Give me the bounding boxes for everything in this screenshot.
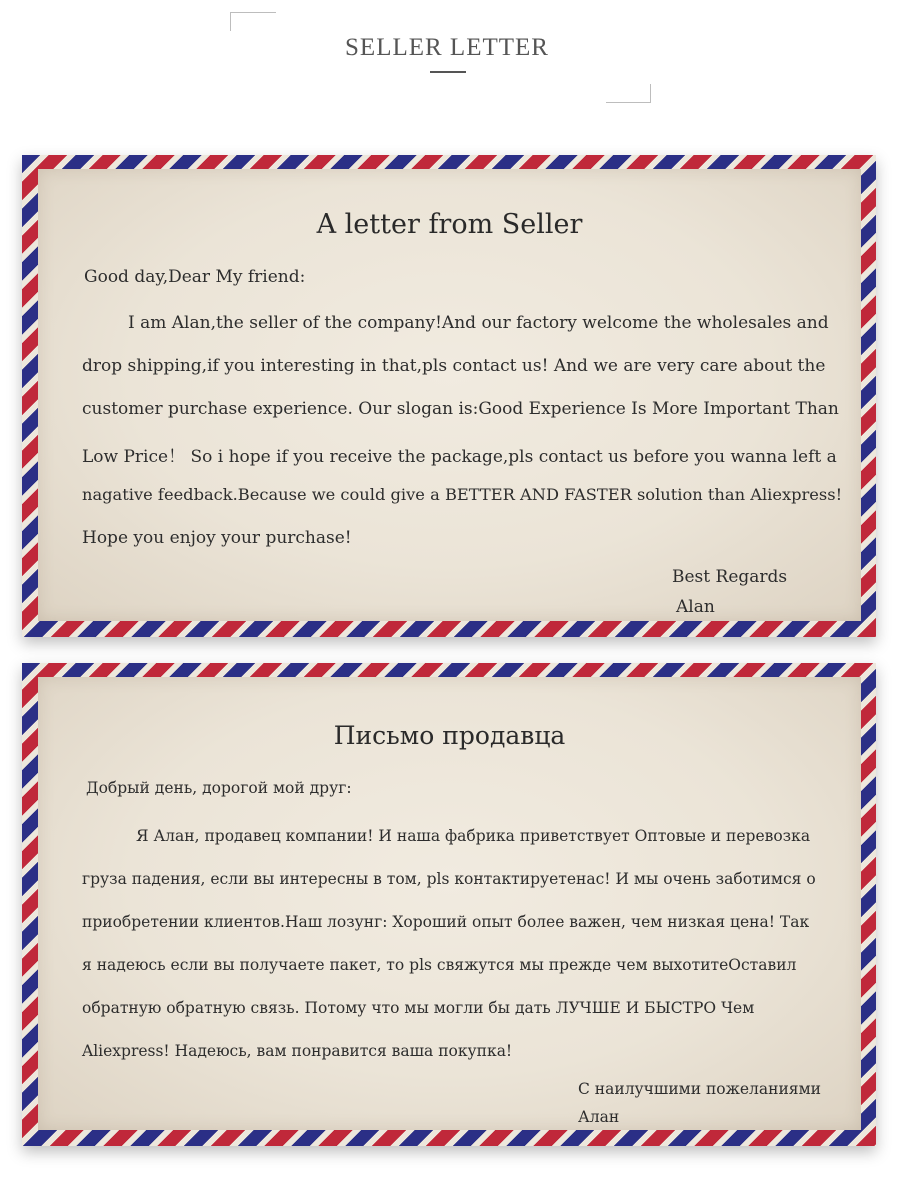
letter-line: Aliexpress! Надеюсь, вам понравится ваша покупка! [82,1042,513,1060]
letter-line: customer purchase experience. Our slogan is:Good Experience Is More Important Than [82,399,839,419]
page-title: SELLER LETTER [345,34,549,61]
letter-line: drop shipping,if you interesting in that,pls contact us! And we are very care about the [82,356,826,376]
decorative-corner-top-left [230,12,276,31]
page-header [0,0,900,110]
letter-line: приобретении клиентов.Наш лозунг: Хороший опыт более важен, чем низкая цена! Так [82,913,810,931]
letter-signature-english: Alan [676,597,715,617]
letter-title-english: A letter from Seller [316,209,583,240]
envelope-russian [22,663,876,1146]
letter-line: nagative feedback.Because we could give a BETTER AND FASTER solution than Aliexpress! [82,485,843,504]
letter-greeting-russian: Добрый день, дорогой мой друг: [86,779,352,797]
letter-signature-russian: Алан [578,1108,620,1126]
letter-line: I am Alan,the seller of the company!And our factory welcome the wholesales and [128,313,829,333]
decorative-corner-bottom-right [606,84,651,103]
letter-greeting-english: Good day,Dear My friend: [84,267,306,287]
letter-paper-russian [38,677,861,1130]
letter-line: обратную обратную связь. Потому что мы могли бы дать ЛУЧШЕ И БЫСТРО Чем [82,999,755,1017]
letter-paper-english [38,169,861,621]
letter-line: груза падения, если вы интересны в том, pls контактируетенас! И мы очень заботимся о [82,870,816,888]
envelope-english [22,155,876,637]
letter-closing-russian: С наилучшими пожеланиями [578,1080,821,1098]
letter-closing-english: Best Regards [672,567,788,587]
title-underline [430,71,466,73]
letter-line: Я Алан, продавец компании! И наша фабрика приветствует Оптовые и перевозка [136,827,811,845]
letter-line: я надеюсь если вы получаете пакет, то pls свяжутся мы прежде чем выхотитеОставил [82,956,797,974]
letter-line: Low Price！ So i hope if you receive the package,pls contact us before you wanna left a [82,447,837,467]
letter-title-russian: Письмо продавца [333,721,566,750]
letter-line: Hope you enjoy your purchase! [82,528,352,548]
